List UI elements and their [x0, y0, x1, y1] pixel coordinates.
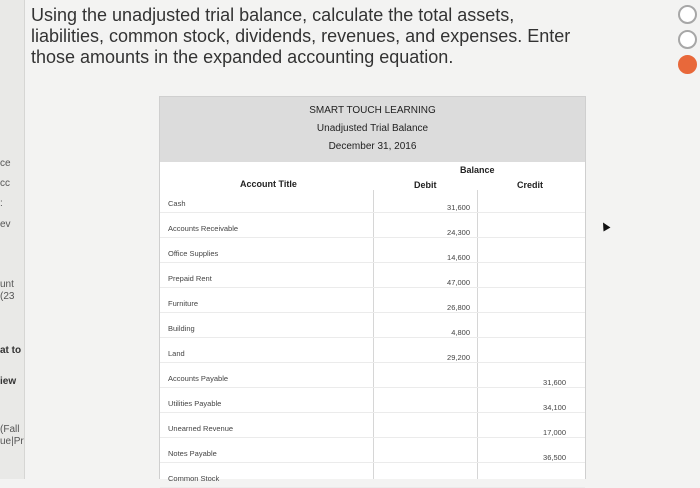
row-divider — [160, 437, 585, 438]
row-divider — [160, 212, 585, 213]
balance-header: Balance — [460, 165, 495, 175]
row-divider — [160, 237, 585, 238]
left-fragment: ue|Pr — [0, 436, 24, 447]
left-fragment: cc — [0, 178, 10, 189]
credit-header: Credit — [517, 180, 544, 190]
row-divider — [160, 262, 585, 263]
left-sidebar-strip — [0, 0, 25, 479]
company-name: SMART TOUCH LEARNING — [309, 105, 436, 116]
account-title-cell: Unearned Revenue — [168, 424, 234, 433]
account-title-cell: Utilities Payable — [168, 399, 222, 408]
trial-balance-table — [159, 162, 586, 483]
left-fragment: (23 — [0, 291, 15, 302]
account-title-cell: Accounts Payable — [168, 374, 229, 383]
mouse-cursor-icon — [600, 221, 611, 232]
debit-header: Debit — [414, 180, 437, 190]
answer-option-controls — [678, 5, 700, 80]
debit-cell: 47,000 — [447, 278, 470, 287]
account-title-cell: Furniture — [168, 299, 199, 308]
row-divider — [160, 312, 585, 313]
row-divider — [160, 462, 585, 463]
question-prompt: Using the unadjusted trial balance, calculate the total assets, liabilities, common stock, dividends, revenues, and expenses. Enter those amounts in the expanded accounting equation. — [31, 5, 571, 67]
credit-cell: 34,100 — [543, 403, 566, 412]
row-divider — [160, 387, 585, 388]
account-title-header: Account Title — [240, 179, 297, 189]
left-fragment: ev — [0, 219, 11, 230]
left-fragment: : — [0, 198, 3, 209]
report-date: December 31, 2016 — [328, 141, 417, 152]
account-title-cell: Accounts Receivable — [168, 224, 239, 233]
debit-cell: 4,800 — [451, 328, 470, 337]
left-fragment: (Fall — [0, 424, 20, 435]
left-fragment: iew — [0, 376, 17, 387]
credit-cell: 31,600 — [543, 378, 566, 387]
account-title-cell: Office Supplies — [168, 249, 219, 258]
option-radio-3-selected[interactable] — [678, 55, 697, 74]
row-divider — [160, 287, 585, 288]
account-title-cell: Cash — [168, 199, 186, 208]
account-title-cell: Notes Payable — [168, 449, 217, 458]
debit-cell: 26,800 — [447, 303, 470, 312]
debit-cell: 14,600 — [447, 253, 470, 262]
left-fragment: unt — [0, 279, 14, 290]
row-divider — [160, 337, 585, 338]
report-name: Unadjusted Trial Balance — [316, 123, 429, 134]
account-title-cell: Land — [168, 349, 185, 358]
row-divider — [160, 362, 585, 363]
option-radio-2[interactable] — [678, 30, 697, 49]
account-title-cell: Prepaid Rent — [168, 274, 212, 283]
debit-cell: 31,600 — [447, 203, 470, 212]
account-title-cell: Common Stock — [168, 474, 220, 483]
row-divider — [160, 412, 585, 413]
debit-cell: 24,300 — [447, 228, 470, 237]
credit-cell: 36,500 — [543, 453, 566, 462]
trial-balance-header — [159, 96, 586, 164]
left-fragment: at to — [0, 345, 22, 356]
debit-cell: 29,200 — [447, 353, 470, 362]
credit-cell: 17,000 — [543, 428, 566, 437]
left-fragment: ce — [0, 158, 11, 169]
account-title-cell: Building — [168, 324, 195, 333]
option-radio-1[interactable] — [678, 5, 697, 24]
